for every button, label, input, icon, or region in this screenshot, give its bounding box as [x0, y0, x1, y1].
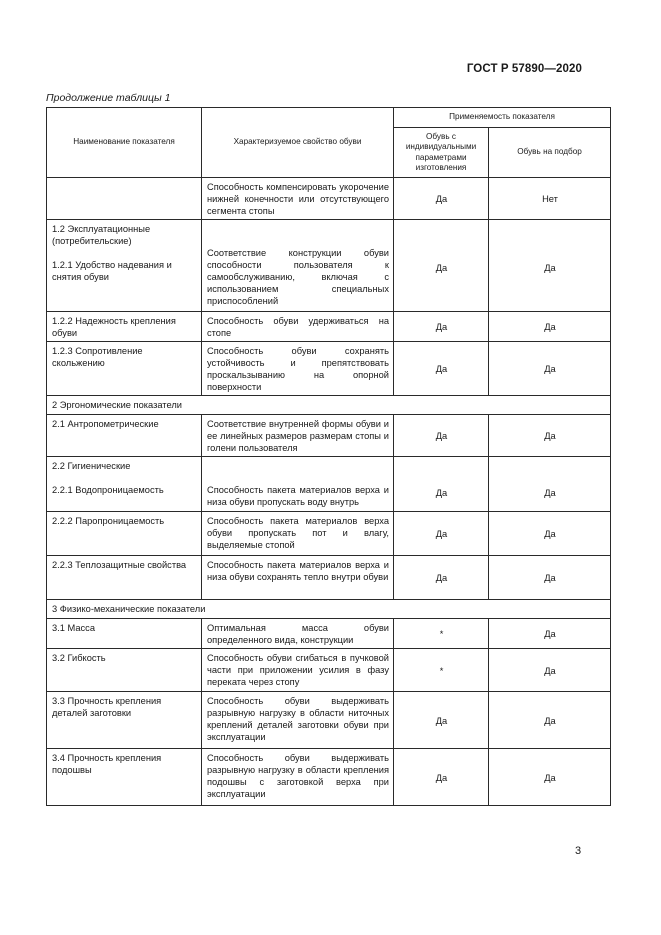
ready-cell: Да: [489, 312, 611, 342]
header-indicator: Наименование показателя: [47, 108, 202, 178]
standard-number: ГОСТ Р 57890—2020: [466, 63, 582, 75]
section-title: 3 Физико-механические показатели: [47, 600, 611, 619]
individual-cell: Да: [394, 178, 489, 220]
indicator-group-title: 2.2 Гигиенические: [52, 461, 131, 471]
table-row: [47, 178, 611, 220]
table-row: [47, 749, 611, 806]
indicator-cell: 3.1 Масса: [47, 619, 202, 649]
individual-cell: *: [394, 619, 489, 649]
property-cell: [202, 457, 394, 512]
individual-cell: Да: [394, 415, 489, 457]
property-cell: Способность пакета материалов верха обуви пропускать пот и влагу, выделяемые стопой: [202, 512, 394, 556]
indicator-cell: 2.2.2 Паропроницаемость: [47, 512, 202, 556]
property-cell: Соответствие внутренней формы обуви и ее линейных размеров размерам стопы и голени пользователя: [202, 415, 394, 457]
ready-cell: Нет: [489, 178, 611, 220]
header-individual: Обувь с индивидуальными параметрами изготовления: [394, 128, 489, 178]
property-text: Способность пакета материалов верха и низа обуви пропускать воду внутрь: [207, 485, 389, 507]
property-cell: Оптимальная масса обуви определенного вида, конструкции: [202, 619, 394, 649]
individual-cell: Да: [394, 749, 489, 806]
property-cell: [202, 220, 394, 312]
individual-cell: Да: [394, 457, 489, 512]
ready-cell: Да: [489, 749, 611, 806]
table-row: [47, 342, 611, 396]
ready-cell: Да: [489, 649, 611, 692]
table-row: [47, 312, 611, 342]
indicator-name: 2.2.1 Водопроницаемость: [52, 485, 164, 495]
table-row: [47, 415, 611, 457]
individual-cell: Да: [394, 556, 489, 600]
property-cell: Способность обуви выдерживать разрывную нагрузку в области ниточных креплений деталей заготовки обуви при эксплуатации: [202, 692, 394, 749]
indicator-cell: 2.1 Антропометрические: [47, 415, 202, 457]
indicators-table: [46, 107, 611, 806]
header-applicability: Применяемость показателя: [394, 108, 611, 128]
section-row: [47, 600, 611, 619]
ready-cell: Да: [489, 556, 611, 600]
table-row: [47, 512, 611, 556]
ready-cell: Да: [489, 415, 611, 457]
table-continuation-caption: Продолжение таблицы 1: [46, 92, 171, 104]
indicator-cell: 3.4 Прочность крепления подошвы: [47, 749, 202, 806]
property-cell: Способность обуви выдерживать разрывную нагрузку в области крепления подошвы с заготовкой верха при эксплуатации: [202, 749, 394, 806]
table-row: [47, 649, 611, 692]
table-row: [47, 692, 611, 749]
section-row: [47, 396, 611, 415]
indicator-cell: 1.2.2 Надежность крепления обуви: [47, 312, 202, 342]
indicator-group-title: 1.2 Эксплуатационные (потребительские): [52, 224, 151, 246]
indicator-cell: [47, 220, 202, 312]
individual-cell: Да: [394, 342, 489, 396]
property-cell: Способность обуви сгибаться в пучковой части при приложении усилия в фазу переката через стопу: [202, 649, 394, 692]
property-text: Соответствие конструкции обуви способности пользователя к самообслуживанию, включая с использованием специальных приспособлений: [207, 248, 389, 306]
header-property: Характеризуемое свойство обуви: [202, 108, 394, 178]
individual-cell: *: [394, 649, 489, 692]
table-row: [47, 619, 611, 649]
indicator-name: 1.2.1 Удобство надевания и снятия обуви: [52, 260, 172, 282]
indicator-cell: [47, 457, 202, 512]
ready-cell: Да: [489, 512, 611, 556]
ready-cell: Да: [489, 457, 611, 512]
indicator-cell: 1.2.3 Сопротивление скольжению: [47, 342, 202, 396]
individual-cell: Да: [394, 512, 489, 556]
page-number: 3: [575, 845, 582, 857]
indicator-cell: 2.2.3 Теплозащитные свойства: [47, 556, 202, 600]
property-cell: Способность обуви удерживаться на стопе: [202, 312, 394, 342]
table-header-row: [47, 108, 611, 128]
individual-cell: Да: [394, 312, 489, 342]
ready-cell: Да: [489, 692, 611, 749]
ready-cell: Да: [489, 220, 611, 312]
individual-cell: Да: [394, 692, 489, 749]
table-row: [47, 556, 611, 600]
header-ready: Обувь на подбор: [489, 128, 611, 178]
indicator-cell: 3.2 Гибкость: [47, 649, 202, 692]
property-cell: Способность пакета материалов верха и низа обуви сохранять тепло внутри обуви: [202, 556, 394, 600]
ready-cell: Да: [489, 619, 611, 649]
ready-cell: Да: [489, 342, 611, 396]
property-cell: Способность компенсировать укорочение нижней конечности или отсутствующего сегмента стопы: [202, 178, 394, 220]
property-cell: Способность обуви сохранять устойчивость и препятствовать проскальзыванию на опорной поверхности: [202, 342, 394, 396]
indicator-cell: 3.3 Прочность крепления деталей заготовки: [47, 692, 202, 749]
table-row: [47, 220, 611, 312]
individual-cell: Да: [394, 220, 489, 312]
section-title: 2 Эргономические показатели: [47, 396, 611, 415]
indicator-cell: [47, 178, 202, 220]
table-row: [47, 457, 611, 512]
